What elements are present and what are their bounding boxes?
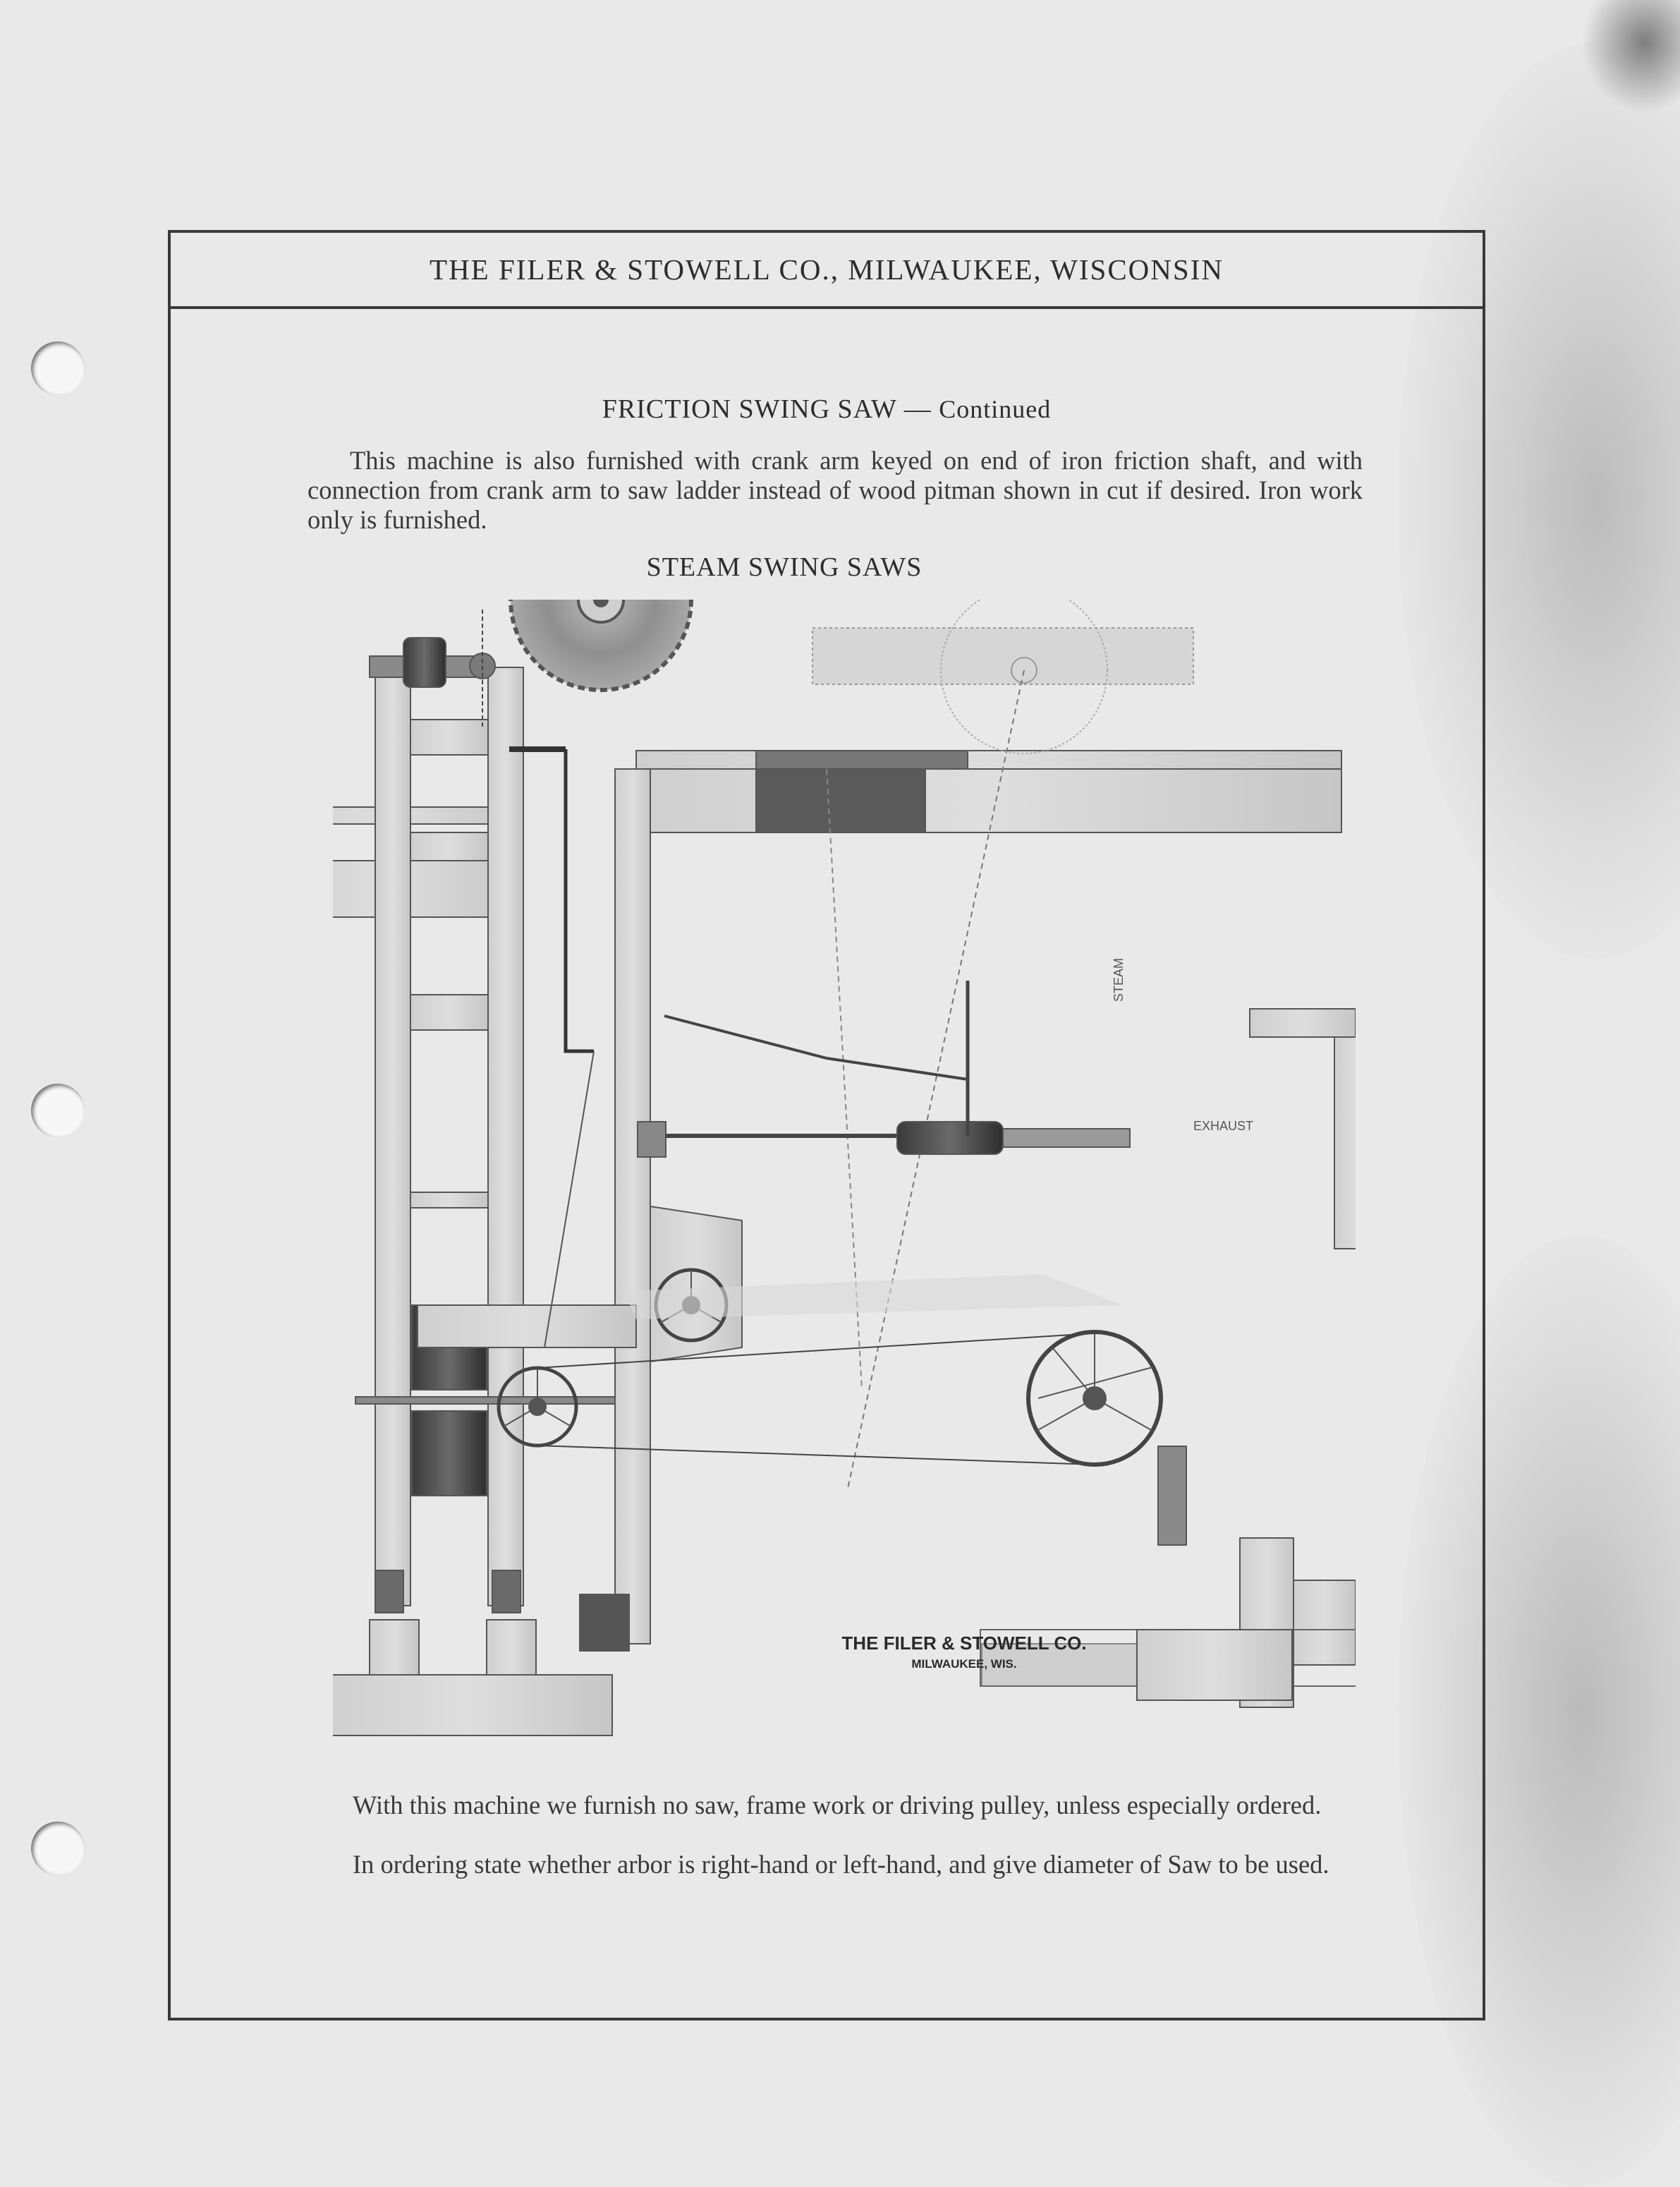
section-title-main: FRICTION SWING SAW [602,394,897,424]
section-title-continued: Continued [939,395,1052,423]
page-frame [168,230,1485,2021]
base-plate-line2: MILWAUKEE, WIS. [911,1657,1017,1671]
section-title-dash: — [896,394,939,424]
friction-swing-saw-paragraph: This machine is also furnished with crank arm keyed on end of iron friction shaft, and with connection from crank arm to saw ladder instead of wood pitman shown in cut if desired. Iron work only is furnished. [308,446,1363,534]
page-header [171,233,1483,309]
section-title-steam-swing-saws: STEAM SWING SAWS [646,552,923,582]
front-view-frame [333,610,621,1735]
steam-label: STEAM [1112,957,1126,1002]
base-plate-line1: THE FILER & STOWELL CO. [841,1632,1087,1654]
circular-saw-blade [511,600,691,690]
corner-stain [1581,0,1680,113]
steam-swing-saw-illustration [333,600,1356,1764]
notes-paragraph-2: In ordering state whether arbor is right-hand or left-hand, and give diameter of Saw to be used. [353,1850,1329,1879]
binder-hole-top [31,341,85,395]
saw-ladder-post [615,769,650,1644]
binder-hole-bottom [31,1822,85,1875]
side-view-machine [418,600,1356,1707]
binder-hole-middle [31,1084,85,1137]
notes-paragraph-1: With this machine we furnish no saw, frame work or driving pulley, unless especially ordered. [353,1791,1322,1819]
section-title-friction-swing-saw [171,394,1483,425]
header-title: THE FILER & STOWELL CO., MILWAUKEE, WISCONSIN [430,253,1224,286]
exhaust-label: EXHAUST [1193,1119,1254,1133]
